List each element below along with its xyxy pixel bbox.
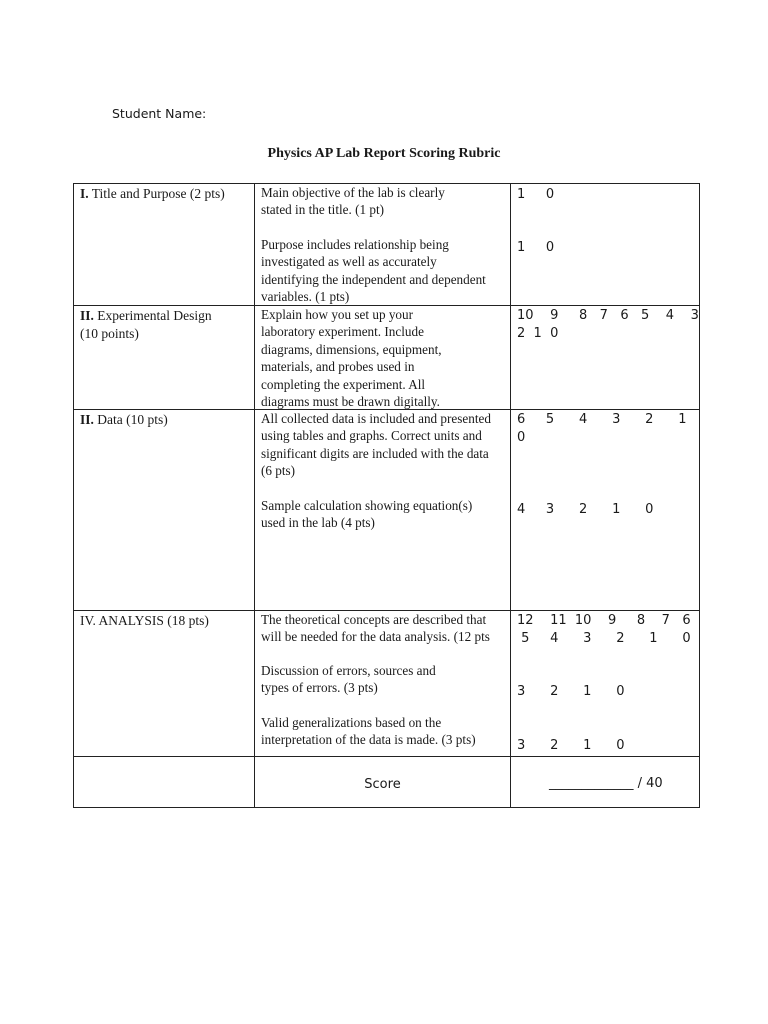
score-options: 1 0	[517, 240, 555, 255]
criterion-text: Discussion of errors, sources and types of errors. (3 pts)	[261, 663, 436, 696]
score-options: 6 5 4 3 2 1 0	[517, 412, 687, 445]
category-label: Experimental Design (10 points)	[80, 308, 212, 341]
score-options: 1 0	[517, 187, 555, 202]
category-label: Title and Purpose (2 pts)	[88, 186, 225, 201]
category-cell	[74, 184, 255, 306]
score-options-cell	[511, 184, 700, 306]
criteria-cell	[255, 611, 511, 757]
document-title: Physics AP Lab Report Scoring Rubric	[267, 146, 501, 161]
criterion-text: The theoretical concepts are described that will be needed for the data analysis. (12 pts	[261, 612, 490, 645]
rubric-row-analysis	[74, 611, 700, 757]
score-total-cell	[511, 757, 700, 808]
category-numeral: II.	[80, 308, 94, 323]
score-options: 4 3 2 1 0	[517, 502, 654, 517]
category-numeral: II.	[80, 412, 94, 427]
category-numeral: I.	[80, 186, 89, 201]
criterion-text: Valid generalizations based on the interpretation of the data is made. (3 pts)	[261, 715, 476, 748]
category-cell	[74, 306, 255, 410]
criteria-cell	[255, 306, 511, 410]
category-label: Data (10 pts)	[93, 412, 168, 427]
category-label: IV. ANALYSIS (18 pts)	[80, 613, 209, 628]
score-total: / 40	[633, 776, 663, 791]
category-cell	[74, 410, 255, 611]
criteria-cell	[255, 184, 511, 306]
student-name-label: Student Name:	[112, 106, 207, 121]
score-blank-line: _____________	[549, 776, 634, 791]
score-options: 3 2 1 0	[517, 738, 625, 753]
score-options-cell	[511, 611, 700, 757]
empty-cell	[74, 757, 255, 808]
rubric-row-title-purpose	[74, 184, 700, 306]
score-label-cell	[255, 757, 511, 808]
criterion-text: Main objective of the lab is clearly stated in the title. (1 pt)	[261, 185, 445, 218]
score-options: 3 2 1 0	[517, 684, 625, 699]
criterion-text: Sample calculation showing equation(s) used in the lab (4 pts)	[261, 498, 473, 531]
score-options-cell	[511, 410, 700, 611]
rubric-table	[73, 183, 700, 808]
rubric-row-experimental-design	[74, 306, 700, 410]
rubric-row-score	[74, 757, 700, 808]
criterion-text: Purpose includes relationship being investigated as well as accurately identifying the independent and dependent variables. (1 pts)	[261, 237, 486, 305]
score-options-cell	[511, 306, 700, 410]
score-options: 12 11 10 9 8 7 6 5 4 3 2 1 0	[517, 613, 691, 646]
score-label: Score	[364, 777, 401, 792]
criterion-text: All collected data is included and presented using tables and graphs. Correct units and significant digits are included with the data (6 pts)	[261, 411, 491, 479]
score-options: 10 9 8 7 6 5 4 3 2 1 0	[517, 308, 699, 341]
category-cell	[74, 611, 255, 757]
criteria-cell	[255, 410, 511, 611]
rubric-row-data	[74, 410, 700, 611]
criterion-text: Explain how you set up your laboratory experiment. Include diagrams, dimensions, equipment, materials, and probes used in completing the experiment. All diagrams must be drawn digitally.	[261, 307, 442, 410]
